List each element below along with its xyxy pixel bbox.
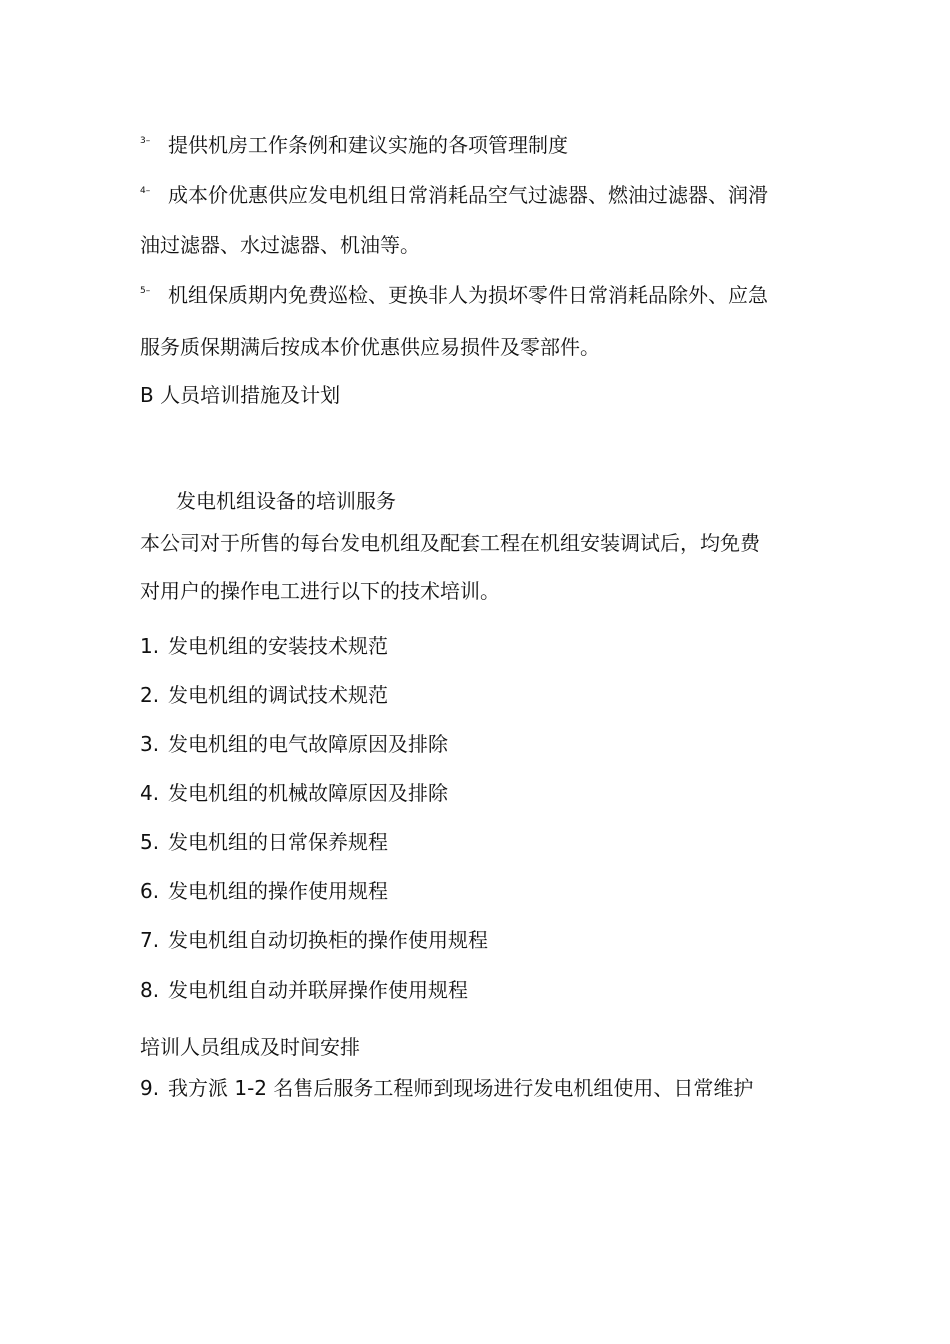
item-5: [140, 281, 768, 314]
list-number: 1.: [140, 634, 160, 658]
list-item: [140, 877, 388, 905]
list-item: [140, 681, 388, 709]
item-text: 机组保质期内免费巡检、更换非人为损坏零件日常消耗品除外、应急: [168, 283, 768, 307]
item-marker: 4–: [140, 186, 151, 196]
list-item: [140, 828, 388, 856]
list-number: 2.: [140, 683, 160, 707]
list-item: [140, 632, 388, 660]
list-number: 3.: [140, 732, 160, 756]
intro-line-2: 对用户的操作电工进行以下的技术培训。: [140, 579, 500, 603]
list-number: 6.: [140, 879, 160, 903]
list-text: 发电机组的机械故障原因及排除: [168, 781, 448, 805]
item-marker: 3–: [140, 136, 151, 146]
list-text: 发电机组自动切换柜的操作使用规程: [168, 928, 488, 952]
item-4-continuation: 油过滤器、水过滤器、机油等。: [140, 233, 420, 257]
item-5-continuation: 服务质保期满后按成本价优惠供应易损件及零部件。: [140, 335, 600, 359]
list-text: 发电机组的调试技术规范: [168, 683, 388, 707]
list-text: 发电机组的安装技术规范: [168, 634, 388, 658]
list-text: 发电机组的电气故障原因及排除: [168, 732, 448, 756]
list-text: 我方派 1-2 名售后服务工程师到现场进行发电机组使用、日常维护: [168, 1076, 754, 1100]
item-text: 提供机房工作条例和建议实施的各项管理制度: [168, 133, 568, 157]
list-number: 4.: [140, 781, 160, 805]
list-number: 7.: [140, 928, 160, 952]
list-item: [140, 976, 468, 1004]
list-number: 8.: [140, 978, 160, 1002]
list-text: 发电机组的操作使用规程: [168, 879, 388, 903]
staff-heading: 培训人员组成及时间安排: [140, 1035, 360, 1059]
list-item: [140, 730, 448, 758]
list-text: 发电机组的日常保养规程: [168, 830, 388, 854]
intro-line-1: 本公司对于所售的每台发电机组及配套工程在机组安装调试后，均免费: [140, 531, 760, 555]
section-b-heading: B 人员培训措施及计划: [140, 383, 341, 407]
item-text: 成本价优惠供应发电机组日常消耗品空气过滤器、燃油过滤器、润滑: [168, 183, 768, 207]
list-text: 发电机组自动并联屏操作使用规程: [168, 978, 468, 1002]
list-number: 5.: [140, 830, 160, 854]
item-marker: 5–: [140, 286, 151, 296]
list-item: [140, 1074, 753, 1102]
list-item: [140, 926, 488, 954]
list-number: 9.: [140, 1076, 160, 1100]
list-item: [140, 779, 448, 807]
item-4: [140, 181, 768, 214]
item-3: [140, 131, 568, 164]
training-title: 发电机组设备的培训服务: [176, 489, 396, 513]
